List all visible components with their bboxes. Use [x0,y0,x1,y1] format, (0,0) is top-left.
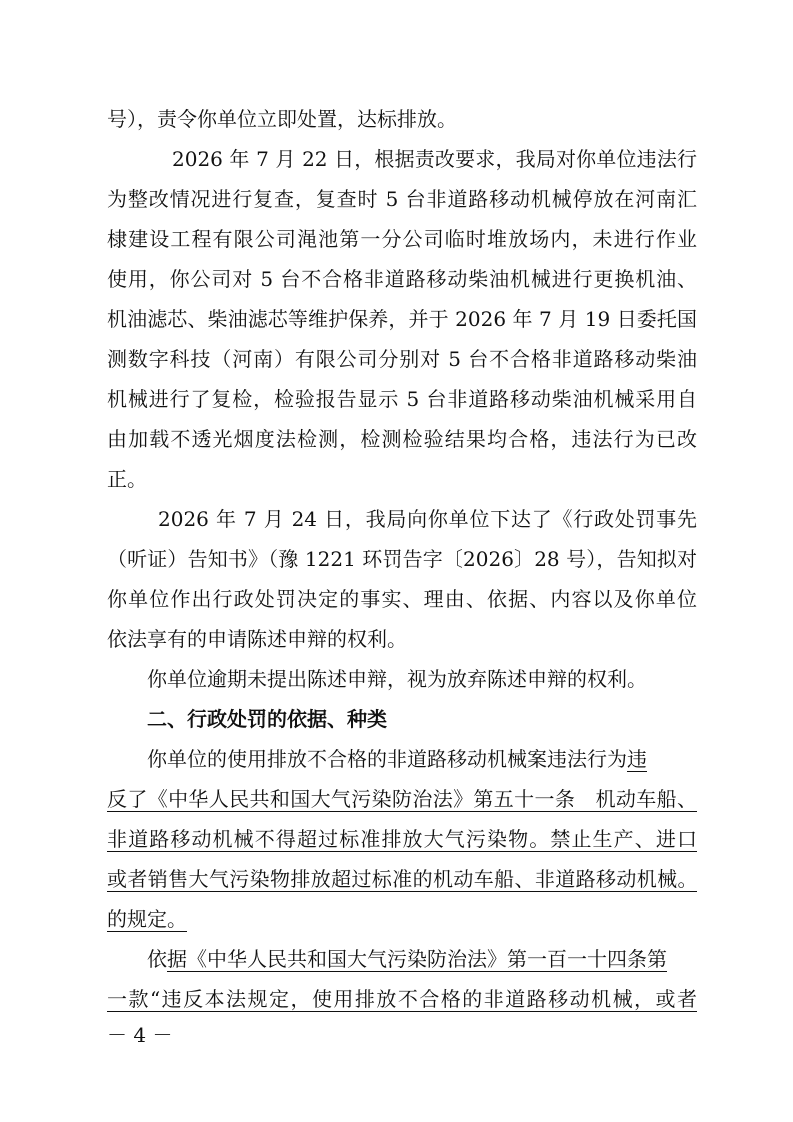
text-line: 你单位逾期未提出陈述申辩，视为放弃陈述申辩的权利。 [147,667,647,691]
underlined-text-line: 或者销售大气污染物排放超过标准的机动车船、非道路移动机械。 [107,867,697,891]
text-line: 机械进行了复检，检验报告显示 5 台非道路移动柴油机械采用自 [107,387,697,411]
text-line: 为整改情况进行复查，复查时 5 台非道路移动机械停放在河南汇 [107,187,697,211]
text-line: 棣建设工程有限公司渑池第一分公司临时堆放场内，未进行作业 [107,227,697,251]
text-line: 测数字科技（河南）有限公司分别对 5 台不合格非道路移动柴油 [107,347,697,371]
text-line: 2026 年 7 月 22 日，根据责改要求，我局对你单位违法行 [172,147,697,171]
text-line [107,904,697,934]
text-segment: 你单位的使用排放不合格的非道路移动机械案违法行为 [147,747,627,771]
text-line: 你单位作出行政处罚决定的事实、理由、依据、内容以及你单位 [107,587,697,611]
underlined-text-line: 反了《中华人民共和国大气污染防治法》第五十一条 机动车船、 [107,787,697,811]
text-line: 依法享有的申请陈述申辩的权利。 [107,627,407,651]
section-heading: 二、行政处罚的依据、种类 [147,707,387,731]
text-line: 机油滤芯、柴油滤芯等维护保养，并于 2026 年 7 月 19 日委托国 [107,307,697,331]
underlined-text-line: 非道路移动机械不得超过标准排放大气污染物。禁止生产、进口 [107,827,697,851]
text-line: （听证）告知书》（豫 1221 环罚告字〔2026〕28 号），告知拟对 [107,547,697,571]
underlined-text-line: 一款“违反本法规定，使用排放不合格的非道路移动机械，或者 [107,987,697,1011]
page-number: － 4 － [107,1023,173,1047]
text-line: 号），责令你单位立即处置，达标排放。 [107,107,457,131]
text-line [147,744,697,774]
text-line: 使用，你公司对 5 台不合格非道路移动柴油机械进行更换机油、 [107,267,697,291]
text-line: 2026 年 7 月 24 日，我局向你单位下达了《行政处罚事先 [158,507,697,531]
underlined-text-segment: 的规定。 [107,907,187,931]
underlined-text-segment: 违 [627,747,647,771]
text-line: 由加载不透光烟度法检测，检测检验结果均合格，违法行为已改 [107,427,697,451]
text-segment: 依 [147,947,167,971]
text-line [147,944,697,974]
underlined-text-segment: 据《中华人民共和国大气污染防治法》第一百一十四条第 [167,947,667,971]
text-line: 正。 [107,467,147,491]
